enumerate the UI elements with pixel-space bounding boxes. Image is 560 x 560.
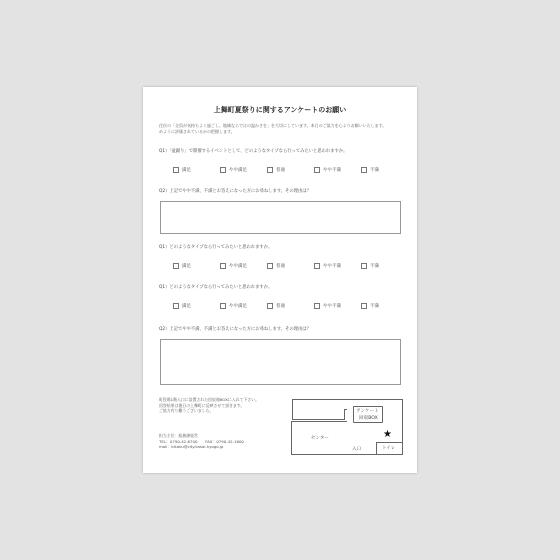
- option-neutral[interactable]: 普通: [267, 303, 285, 309]
- option-neutral[interactable]: 普通: [267, 263, 285, 269]
- contact-email: mail：kikaku@city.kasai.hyogo.jp: [159, 444, 224, 450]
- option-somewhat-dissatisfied[interactable]: やや不満: [314, 263, 341, 269]
- rating-options-1: [173, 167, 403, 176]
- intro-line: 住民の「全員が気持ちよく過ごし、地域ならではの温かさを」を大切にしています。本日のご協力を心よりお願いいたします。: [159, 123, 387, 128]
- checkbox[interactable]: [361, 303, 367, 309]
- map-entrance-label: 入口: [352, 447, 361, 452]
- checkbox[interactable]: [314, 167, 320, 173]
- option-dissatisfied[interactable]: 不満: [361, 263, 379, 269]
- option-dissatisfied[interactable]: 不満: [361, 303, 379, 309]
- checkbox[interactable]: [220, 167, 226, 173]
- checkbox[interactable]: [220, 303, 226, 309]
- option-somewhat-satisfied[interactable]: やや満足: [220, 167, 247, 173]
- option-satisfied[interactable]: 満足: [173, 167, 191, 173]
- checkbox[interactable]: [267, 167, 273, 173]
- checkbox[interactable]: [220, 263, 226, 269]
- collection-box-label-2: 回収BOX: [359, 416, 378, 421]
- checkbox[interactable]: [173, 303, 179, 309]
- contact-info: [159, 433, 289, 450]
- instruction-line: ご協力有り難うございました。: [159, 408, 214, 414]
- option-somewhat-satisfied[interactable]: やや満足: [220, 303, 247, 309]
- answer-textbox-1[interactable]: [160, 201, 401, 234]
- question-5: Q2）上記でやや不満、不満とお答えになった方にお尋ねします。その理由は？: [159, 327, 311, 332]
- option-neutral[interactable]: 普通: [267, 167, 285, 173]
- checkbox[interactable]: [361, 263, 367, 269]
- instruction-line: 回答結果は後日の上舞町に反映させて頂きます。: [159, 402, 245, 408]
- option-somewhat-satisfied[interactable]: やや満足: [220, 263, 247, 269]
- map-center-label: センター: [311, 436, 329, 441]
- option-somewhat-dissatisfied[interactable]: やや不満: [314, 167, 341, 173]
- contact-phone: TEL：0790-42-6700 FAX：0790-42-1600: [159, 438, 244, 444]
- checkbox[interactable]: [314, 303, 320, 309]
- star-icon: ★: [383, 429, 392, 440]
- checkbox[interactable]: [173, 167, 179, 173]
- question-4: Q1）どのようなタイプなら行ってみたいと思われますか。: [159, 285, 273, 290]
- checkbox[interactable]: [361, 167, 367, 173]
- intro-line: めように評価されているかの把握します。: [159, 129, 235, 134]
- survey-title: 上舞町夏祭りに関するアンケートのお願い: [213, 106, 347, 114]
- question-2: Q2）上記でやや不満、不満とお答えになった方にお尋ねします。その理由は？: [159, 189, 311, 194]
- footer-instructions: [159, 397, 289, 414]
- option-somewhat-dissatisfied[interactable]: やや不満: [314, 303, 341, 309]
- checkbox[interactable]: [173, 263, 179, 269]
- option-satisfied[interactable]: 満足: [173, 303, 191, 309]
- rating-options-2: [173, 263, 403, 272]
- checkbox[interactable]: [267, 303, 273, 309]
- checkbox[interactable]: [267, 263, 273, 269]
- answer-textbox-2[interactable]: [160, 339, 401, 385]
- contact-org: 担当主任：総務課経営: [159, 433, 198, 438]
- rating-options-3: [173, 303, 403, 312]
- checkbox[interactable]: [314, 263, 320, 269]
- survey-sheet: [143, 87, 417, 473]
- instruction-line: 町役場1階入口に設置された回収箱BOXに入れて下さい。: [159, 397, 260, 402]
- option-dissatisfied[interactable]: 不満: [361, 167, 379, 173]
- option-satisfied[interactable]: 満足: [173, 263, 191, 269]
- collection-box-label-1: アンケート: [356, 409, 379, 414]
- question-3: Q1）どのようなタイプなら行ってみたいと思われますか。: [159, 245, 273, 250]
- map-building-mid: [292, 409, 345, 420]
- map-toilet-label: トイレ: [382, 446, 396, 451]
- question-1: Q1）「盆踊り」で開催するイベントとして、どのようなタイプなら行ってみたいと思われますか。: [159, 149, 348, 154]
- intro-text: [159, 123, 403, 135]
